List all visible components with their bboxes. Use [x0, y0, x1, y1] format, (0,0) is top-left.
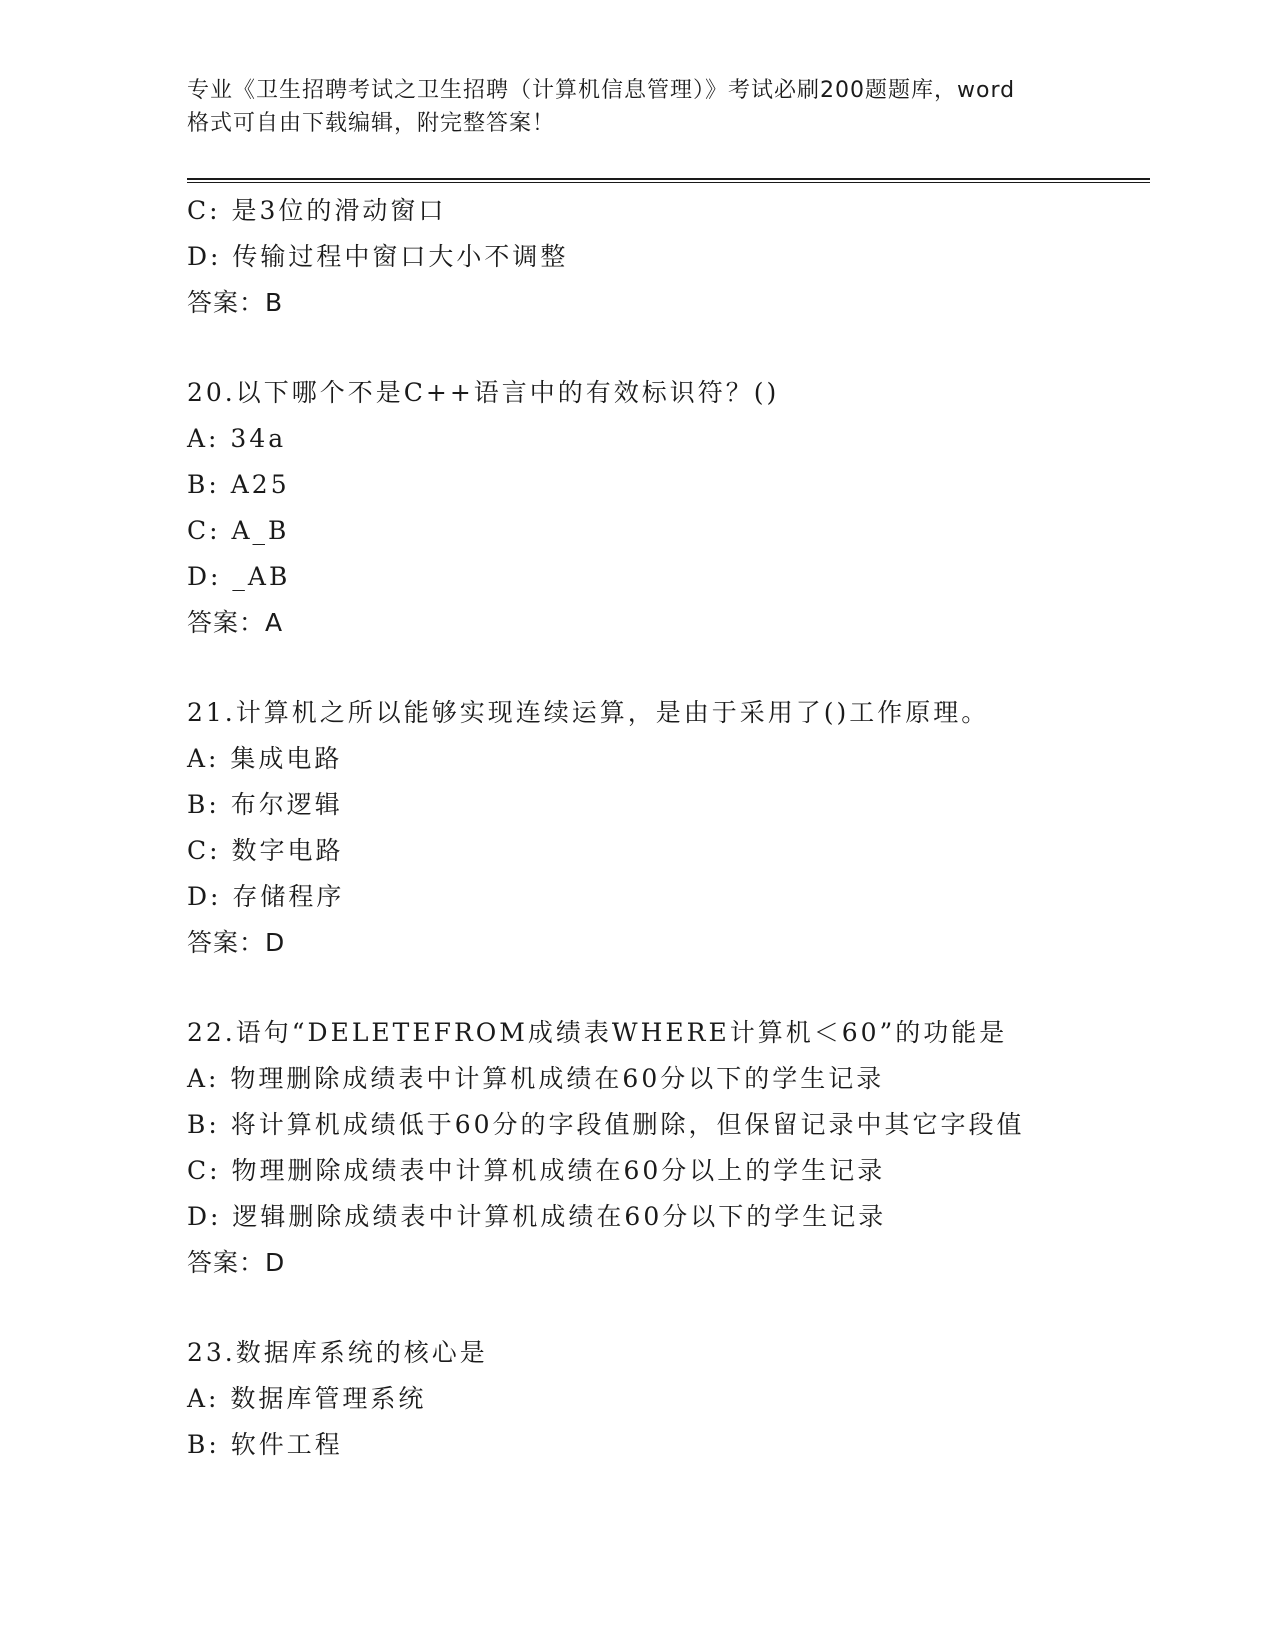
option-b: B: 将计算机成绩低于60分的字段值删除，但保留记录中其它字段值 [187, 1110, 1025, 1139]
option-a: A: 34a [187, 424, 287, 453]
question-21 [187, 690, 1150, 966]
answer: 答案：D [187, 1248, 286, 1277]
option-c: C: 是3位的滑动窗口 [187, 196, 447, 225]
option-c: C: 数字电路 [187, 836, 344, 865]
option-a: A: 集成电路 [187, 744, 343, 773]
question-title: 20.以下哪个不是C++语言中的有效标识符？() [187, 378, 780, 407]
question-title: 21.计算机之所以能够实现连续运算，是由于采用了()工作原理。 [187, 698, 990, 727]
spacer [187, 326, 1150, 370]
answer: 答案：A [187, 608, 284, 637]
option-a: A: 物理删除成绩表中计算机成绩在60分以下的学生记录 [187, 1064, 885, 1093]
question-20 [187, 370, 1150, 646]
document-header [187, 74, 1087, 140]
question-title: 23.数据库系统的核心是 [187, 1338, 488, 1367]
spacer [187, 646, 1150, 690]
header-divider-thick [187, 178, 1150, 180]
option-d: D: 逻辑删除成绩表中计算机成绩在60分以下的学生记录 [187, 1202, 887, 1231]
option-c: C: A_B [187, 516, 290, 545]
header-line-1: 专业《卫生招聘考试之卫生招聘（计算机信息管理）》考试必刷200题题库，word [187, 78, 1016, 103]
option-a: A: 数据库管理系统 [187, 1384, 427, 1413]
option-d: D: 存储程序 [187, 882, 345, 911]
option-c: C: 物理删除成绩表中计算机成绩在60分以上的学生记录 [187, 1156, 886, 1185]
question-19-tail [187, 188, 1150, 326]
question-list [187, 188, 1150, 1468]
header-divider-thin [187, 182, 1150, 183]
question-22 [187, 1010, 1150, 1286]
question-23 [187, 1330, 1150, 1468]
option-b: B: A25 [187, 470, 290, 499]
question-title: 22.语句“DELETEFROM成绩表WHERE计算机＜60”的功能是 [187, 1018, 1008, 1047]
spacer [187, 966, 1150, 1010]
answer: 答案：D [187, 928, 286, 957]
answer: 答案：B [187, 288, 284, 317]
spacer [187, 1286, 1150, 1330]
option-d: D: 传输过程中窗口大小不调整 [187, 242, 569, 271]
option-d: D: _AB [187, 562, 291, 591]
option-b: B: 软件工程 [187, 1430, 343, 1459]
header-line-2: 格式可自由下载编辑，附完整答案！ [187, 111, 556, 136]
option-b: B: 布尔逻辑 [187, 790, 343, 819]
